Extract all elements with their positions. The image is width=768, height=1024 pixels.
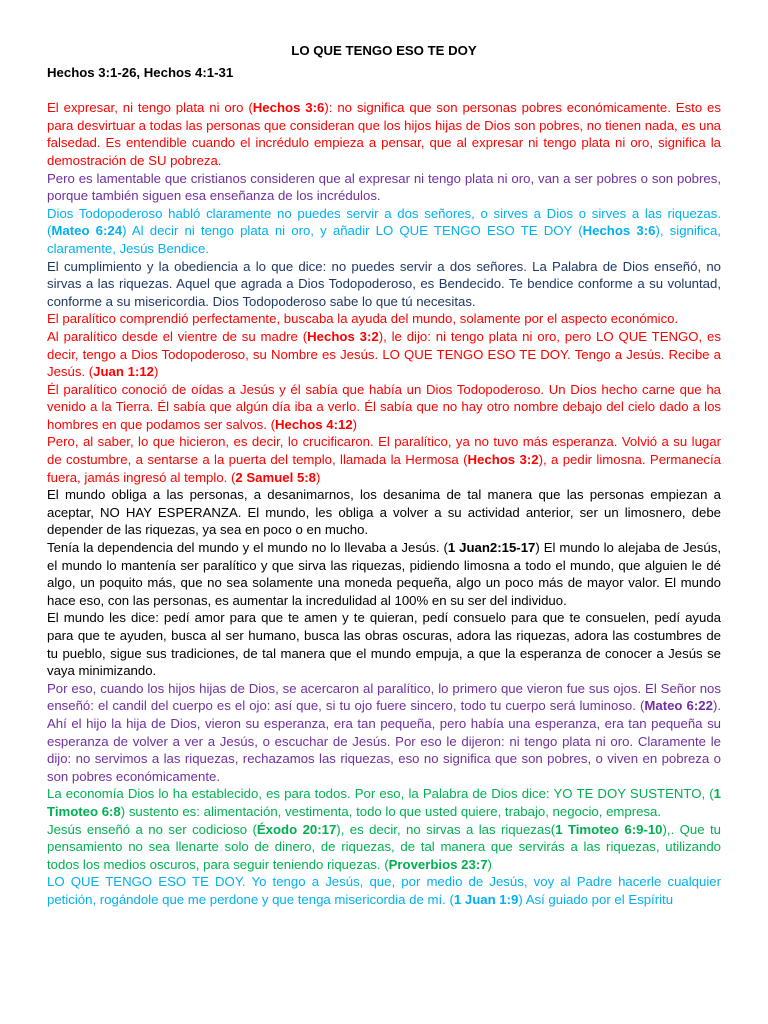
bible-reference: Hechos 3:2	[467, 452, 539, 468]
paragraph-text: El cumplimiento y la obediencia a lo que dice: no puedes servir a dos señores. La Palabra de Dios enseñó, no sirvas a las riquezas. Aquel que agrada a Dios Todopoderoso, es Bendecido. Te bendice conforme a su voluntad, conforme a su misericordia. Dios Todopoderoso sabe lo que tú necesitas.	[47, 258, 721, 309]
document-title: LO QUE TENGO ESO TE DOY	[291, 43, 477, 58]
paragraph	[47, 785, 721, 820]
paragraph-text: ) Al decir ni tengo plata ni oro, y añadir LO QUE TENGO ESO TE DOY (	[122, 223, 583, 239]
bible-reference: 1 Juan2:15-17	[447, 540, 536, 556]
bible-reference: Éxodo 20:17	[256, 821, 337, 837]
paragraph	[47, 609, 721, 679]
paragraph-text: ), le dijo: ni tengo plata ni oro, pero LO QUE TENGO, es decir, tengo a Dios Todopoderoso, su Nombre es Jesús. LO QUE TENGO ESO TE DOY. Tengo a Jesús. Recibe a Jesús. (	[47, 328, 721, 380]
paragraph-text: Pero, al saber, lo que hicieron, es decir, lo crucificaron. El paralítico, ya no tuvo más esperanza. Volvió a su lugar de costumbre, a sentarse a la puerta del templo, llamada la Hermosa (	[47, 434, 721, 468]
paragraph	[47, 258, 721, 311]
paragraph-text: ) El mundo lo alejaba de Jesús, el mundo lo mantenía ser paralítico y que sirva las riquezas, pidiendo limosna a todo el mundo, que alguien le dé algo, un poquito más, que no sea solamente una moneda pequeña, algo un poco más de mayor valor. El mundo hace eso, con las personas, es aumentar la incredulidad al 100% en su ser del individuo.	[47, 540, 721, 608]
bible-reference: Hechos 4:12	[274, 416, 353, 432]
paragraph-text: Por eso, cuando los hijos hijas de Dios, se acercaron al paralítico, lo primero que vieron fue sus ojos. El Señor nos enseñó: el candil del cuerpo es el ojo: así que, si tu ojo fuere sincero, todo tu cuerpo será luminoso. (	[47, 680, 721, 714]
bible-reference: Juan 1:12	[93, 364, 155, 380]
paragraph	[47, 873, 721, 908]
paragraph-text: Pero es lamentable que cristianos consideren que al expresar ni tengo plata ni oro, van a ser pobres o son pobres, porque también siguen esa enseñanza de los incrédulos.	[47, 170, 721, 204]
paragraph-text: El paralítico comprendió perfectamente, buscaba la ayuda del mundo, solamente por el aspecto económico.	[47, 311, 679, 327]
paragraph-text: ) sustento es: alimentación, vestimenta, todo lo que usted quiere, trabajo, negocio, empresa.	[120, 803, 662, 819]
document-body	[47, 99, 721, 908]
paragraph-text: )	[154, 364, 159, 380]
paragraph	[47, 170, 721, 205]
paragraph-text: ) Así guiado por el Espíritu	[518, 891, 674, 907]
scripture-reference: Hechos 3:1-26, Hechos 4:1-31	[47, 64, 234, 80]
bible-reference: 2 Samuel 5:8	[235, 469, 317, 485]
bible-reference: Mateo 6:24	[51, 223, 123, 239]
paragraph-text: La economía Dios lo ha establecido, es para todos. Por eso, la Palabra de Dios dice: YO TE DOY SUSTENTO, (	[47, 786, 714, 802]
paragraph	[47, 821, 721, 874]
paragraph-text: )	[316, 469, 321, 485]
paragraph-text: El mundo obliga a las personas, a desanimarnos, los desanima de tal manera que las personas empiezan a aceptar, NO HAY ESPERANZA. El mundo, les obliga a volver a su actividad anterior, ser un limosnero, debe depender de las riquezas, ya sea en poco o en mucho.	[47, 487, 721, 538]
bible-reference: 1 Timoteo 6:9-10	[555, 821, 663, 837]
paragraph	[47, 381, 721, 434]
paragraph-text: El mundo les dice: pedí amor para que te amen y te quieran, pedí consuelo para que te consuelen, pedí ayuda para que te ayuden, busca al ser humano, busca las obras oscuras, adora las riquezas, adora las costumbres de tu pueblo, sigue sus tradiciones, de tal manera que el mundo empuja, a que la esperanza de conocer a Jesús se vaya minimizando.	[47, 610, 721, 679]
document-page	[47, 42, 721, 909]
paragraph-text: ): no significa que son personas pobres económicamente. Esto es para desvirtuar a todas las personas que consideran que los hijos hijas de Dios son pobres, no tienen nada, es una falsedad. Es entendible cuando el incrédulo empieza a pensar, que al expresar ni tengo plata ni oro, significa la demostración de SU pobreza.	[47, 100, 721, 168]
paragraph-text: )	[352, 416, 358, 432]
bible-reference: Hechos 3:6	[582, 223, 656, 239]
paragraph	[47, 433, 721, 486]
paragraph	[47, 310, 721, 328]
bible-reference: 1 Timoteo 6:8	[47, 786, 721, 819]
paragraph-text: El expresar, ni tengo plata ni oro (	[47, 100, 253, 116]
paragraph-text: )	[487, 856, 492, 872]
bible-reference: Hechos 3:2	[307, 328, 379, 344]
bible-reference: 1 Juan 1:9	[453, 891, 519, 907]
paragraph	[47, 539, 721, 609]
paragraph-text: Jesús enseñó a no ser codicioso (	[47, 821, 257, 837]
bible-reference: Mateo 6:22	[644, 698, 713, 714]
paragraph-text: Él paralítico conoció de oídas a Jesús y él sabía que había un Dios Todopoderoso. Un Dios hecho carne que ha venido a la Tierra. Él sabía que algún día iba a verlo. Él sabía que no hay otro nombre debajo del cielo dado a los hombres en que podamos ser salvos. (	[47, 381, 721, 432]
paragraph	[47, 99, 721, 169]
paragraph-text: ), es decir, no sirvas a las riquezas(	[336, 821, 556, 837]
paragraph-text: Tenía la dependencia del mundo y el mundo no lo llevaba a Jesús. (	[47, 540, 448, 556]
bible-reference: Proverbios 23:7	[388, 856, 488, 872]
paragraph-text: ), a pedir limosna. Permanecía fuera, jamás ingresó al templo. (	[47, 452, 722, 485]
paragraph	[47, 680, 721, 786]
paragraph	[47, 205, 721, 258]
paragraph-text: Dios Todopoderoso habló claramente no puedes servir a dos señores, o sirves a Dios o sirves a las riquezas. (	[47, 205, 721, 239]
paragraph-text: LO QUE TENGO ESO TE DOY. Yo tengo a Jesús, que, por medio de Jesús, voy al Padre hacerle cualquier petición, rogándole que me perdone y que tenga misericordia de mí. (	[47, 874, 721, 907]
paragraph	[47, 486, 721, 539]
paragraph	[47, 328, 721, 381]
paragraph-text: ). Ahí el hijo la hija de Dios, vieron su esperanza, era tan pequeña, pero había una esperanza, era tan pequeña su esperanza de volver a ver a Jesús, o escuchar de Jesús. Por eso le dijeron: ni tengo plata ni oro. Claramente le dijo: no servimos a las riquezas, rechazamos las riquezas, eso no significa que son pobres, o viven en pobreza o son pobres económicamente.	[47, 698, 721, 784]
paragraph-text: Al paralítico desde el vientre de su madre (	[47, 328, 308, 344]
paragraph-text: ), significa, claramente, Jesús Bendice.	[47, 223, 721, 256]
paragraph-text: ),. Que tu pensamiento no sea llenarte solo de dinero, de riquezas, de tal manera que servirás a las riquezas, utilizando todos los medios oscuros, para seguir teniendo riquezas. (	[47, 821, 721, 872]
bible-reference: Hechos 3:6	[252, 100, 325, 116]
